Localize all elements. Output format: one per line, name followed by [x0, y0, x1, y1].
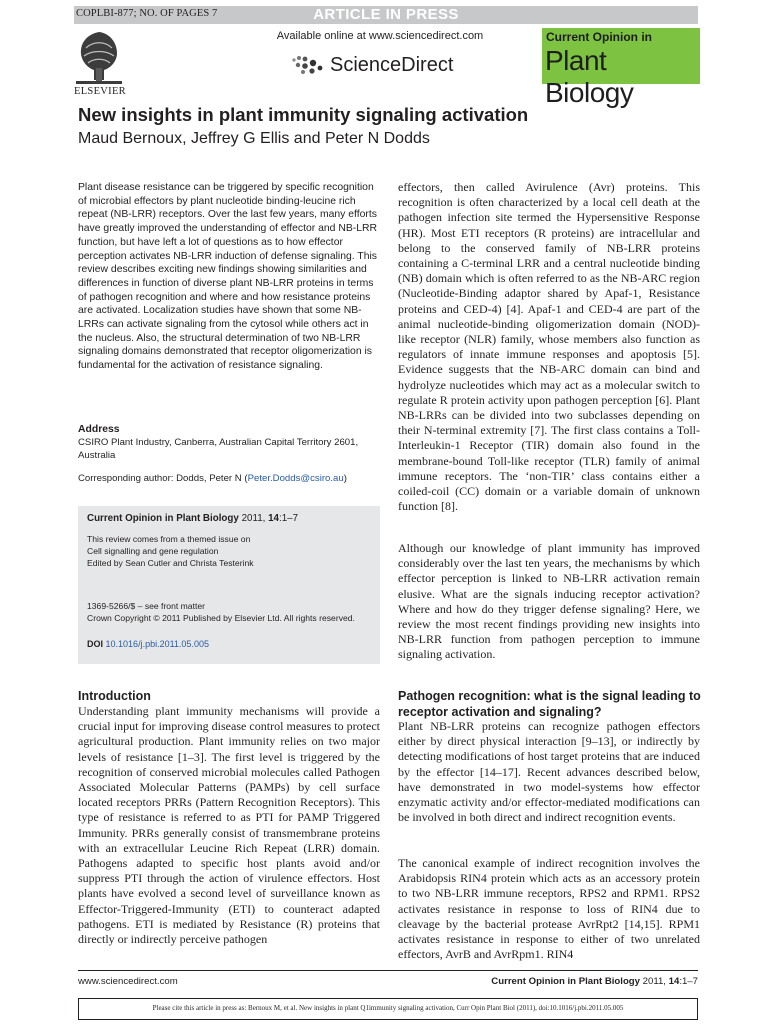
copyright-info [87, 600, 355, 624]
pathogen-recognition-heading: Pathogen recognition: what is the signal leading to receptor activation and signaling? [398, 689, 701, 719]
citation-notice-text: Please cite this article in press as: Bernoux M, et al. New insights in plant Q1immunity signaling activation, Curr Opin Plant Biol (2011), doi:10.1016/j.pbi.2011.05.005 [152, 1004, 624, 1012]
article-title: New insights in plant immunity signaling activation [78, 104, 529, 125]
introduction-text: Understanding plant immunity mechanisms will provide a crucial input for improving disease control measures to protect agricultural production. Plant immunity relies on two major levels of resistance [1–3]. The first level is triggered by the recognition of conserved microbial molecules called Pathogen Associated Molecular Patterns (PAMPs) by cell surface located receptors PRRs (Pattern Recognition Receptors). This type of resistance is referred to as PTI for PAMP Triggered Immunity. PRRs generally consist of transmembrane proteins with an extracellular Leucine Rich Repeat (LRR) domain. Pathogens adapted to specific host plants avoid and/or suppress PTI through the action of virulence effectors. Host plants have evolved a second level of surveillance known as Effector-Triggered-Immunity (ETI) to counteract adapted pathogens. ETI is mediated by Resistance (R) proteins that directly or indirectly perceive pathogen [78, 704, 380, 947]
article-in-press-banner: ARTICLE IN PRESS [313, 6, 459, 23]
doi-label: DOI [87, 639, 104, 649]
journal-volume: 14 [268, 513, 279, 524]
article-in-press-bar [74, 6, 698, 24]
address-text: CSIRO Plant Industry, Canberra, Australian Capital Territory 2601, Australia [78, 437, 359, 461]
corresponding-author-email-link[interactable]: Peter.Dodds@csiro.au [247, 473, 344, 484]
journal-name: Current Opinion in Plant Biology [87, 513, 239, 524]
journal-citation [87, 513, 298, 524]
journal-year: 2011, [238, 513, 269, 524]
introduction-heading: Introduction [78, 689, 151, 703]
footer-rule [78, 970, 698, 971]
available-online-text: Available online at www.sciencedirect.com [276, 30, 484, 42]
body-paragraph-2: Although our knowledge of plant immunity has improved considerably over the last ten years, the mechanisms by which effector perception is linked to NB-LRR activation remain elusive. What are the signals inducing receptor activation? Where and how do they trigger defense signaling? Here, we review the most recent findings providing new insights into NB-LRR function from pathogen perception to immune signaling activation. [398, 541, 700, 662]
issn-line: 1369-5266/$ – see front matter [87, 601, 206, 611]
abstract-text: Plant disease resistance can be triggered by specific recognition of microbial effectors by plant nucleotide binding-leucine rich repeat (NB-LRR) receptors. Over the last few years, many efforts have greatly improved the understanding of effector and NB-LRR function, but have left a lot of questions as to how effector perception activates NB-LRR induction of defense signaling. This review describes exciting new findings showing similarities and differences in function of diverse plant NB-LRR proteins in terms of pathogen recognition and where and how resistance proteins are activated. Localization studies have shown that some NB-LRRs can activate signaling from the cytosol while others act in the nucleus. Also, the structural determination of two NB-LRR signaling domains demonstrated that receptor oligomerization is fundamental for the activation of resistance signaling. [78, 182, 377, 372]
copyright-line: Crown Copyright © 2011 Published by Elsevier Ltd. All rights reserved. [87, 613, 355, 623]
sciencedirect-dots-icon [290, 54, 324, 76]
themed-issue-intro: This review comes from a themed issue on [87, 534, 251, 544]
elsevier-wordmark: ELSEVIER [74, 86, 126, 97]
themed-issue-info [87, 533, 254, 569]
themed-issue-editors: Edited by Sean Cutler and Christa Testerink [87, 558, 254, 568]
journal-brand-line1: Current Opinion in [546, 30, 652, 44]
corresponding-author-label: Corresponding author: Dodds, Peter N ( [78, 473, 248, 484]
body-paragraph-1: effectors, then called Avirulence (Avr) proteins. This recognition is often characterized by a local cell death at the pathogen infection site termed the Hypersensitive Response (HR). Most ETI receptors (R proteins) are intracellular and belong to the conserved family of NB-LRR proteins containing a C-terminal LRR and a central nucleotide binding (NB) domain which is often referred to as the NB-ARC region (Nucleotide-Binding adaptor shared by Apaf-1, Resistance proteins and CED-4) [4]. Apaf-1 and CED-4 are part of the animal nucleotide-binding oligomerization domain (NOD)-like receptor (NLR) family, whose members also function as regulators of innate immune responses and apoptosis [5]. Evidence suggests that the NB-ARC domain can bind and hydrolyze nucleotides which may act as a molecular switch to regulate R protein activity upon pathogen perception [6]. Plant NB-LRRs can be divided into two subclasses depending on their N-terminal extremity [7]. The first class contains a Toll-Interleukin-1 Receptor (TIR) domain also found in the membrane-bound Toll-like receptor (TLR) family of animal immune receptors. The ‘non-TIR’ class contains either a coiled-coil (CC) domain or a variable domain of unknown function [8]. [398, 180, 700, 514]
themed-issue-topic: Cell signalling and gene regulation [87, 546, 219, 556]
sciencedirect-wordmark: ScienceDirect [330, 53, 454, 76]
corresponding-author [78, 473, 378, 486]
footer-journal-citation [491, 976, 698, 987]
sciencedirect-logo[interactable] [290, 48, 453, 82]
elsevier-tree-logo-icon [74, 28, 124, 86]
journal-brand-box [542, 28, 700, 108]
article-authors: Maud Bernoux, Jeffrey G Ellis and Peter N Dodds [78, 130, 430, 147]
corresponding-author-close: ) [343, 473, 347, 484]
footer-pages: :1–7 [679, 976, 698, 987]
citation-notice-box [78, 998, 698, 1020]
body-paragraph-3: Plant NB-LRR proteins can recognize pathogen effectors either by direct physical interaction [9–13], or indirectly by detecting modifications of host target proteins that are induced by the effector [14–17]. Recent advances described below, have demonstrated in two model-systems how effector enzymatic activity and/or effector-mediated modifications can be involved in both direct and indirect recognition events. [398, 719, 700, 825]
journal-id: COPLBI-877; NO. OF PAGES 7 [76, 8, 218, 19]
journal-pages: :1–7 [279, 513, 299, 524]
body-paragraph-4: The canonical example of indirect recognition involves the Arabidopsis RIN4 protein which acts as an accessory protein to two NB-LRR immune receptors, RPS2 and RPM1. RPS2 activates resistance in response to loss of RIN4 due to cleavage by the bacterial protease AvrRpt2 [14,15]. RPM1 activates resistance in response to either of two unrelated effectors, AvrB and AvrRpm1. RIN4 [398, 856, 700, 962]
journal-brand-line2: Plant Biology [545, 45, 634, 108]
address-heading: Address [78, 424, 120, 435]
footer-journal-name: Current Opinion in Plant Biology [491, 976, 640, 987]
footer-volume: 14 [668, 976, 680, 987]
footer-sciencedirect-link[interactable]: www.sciencedirect.com [78, 976, 178, 987]
journal-info-box [78, 506, 380, 664]
doi-link[interactable]: 10.1016/j.pbi.2011.05.005 [105, 639, 209, 649]
doi-line [87, 639, 209, 649]
footer-year: 2011, [640, 976, 669, 987]
